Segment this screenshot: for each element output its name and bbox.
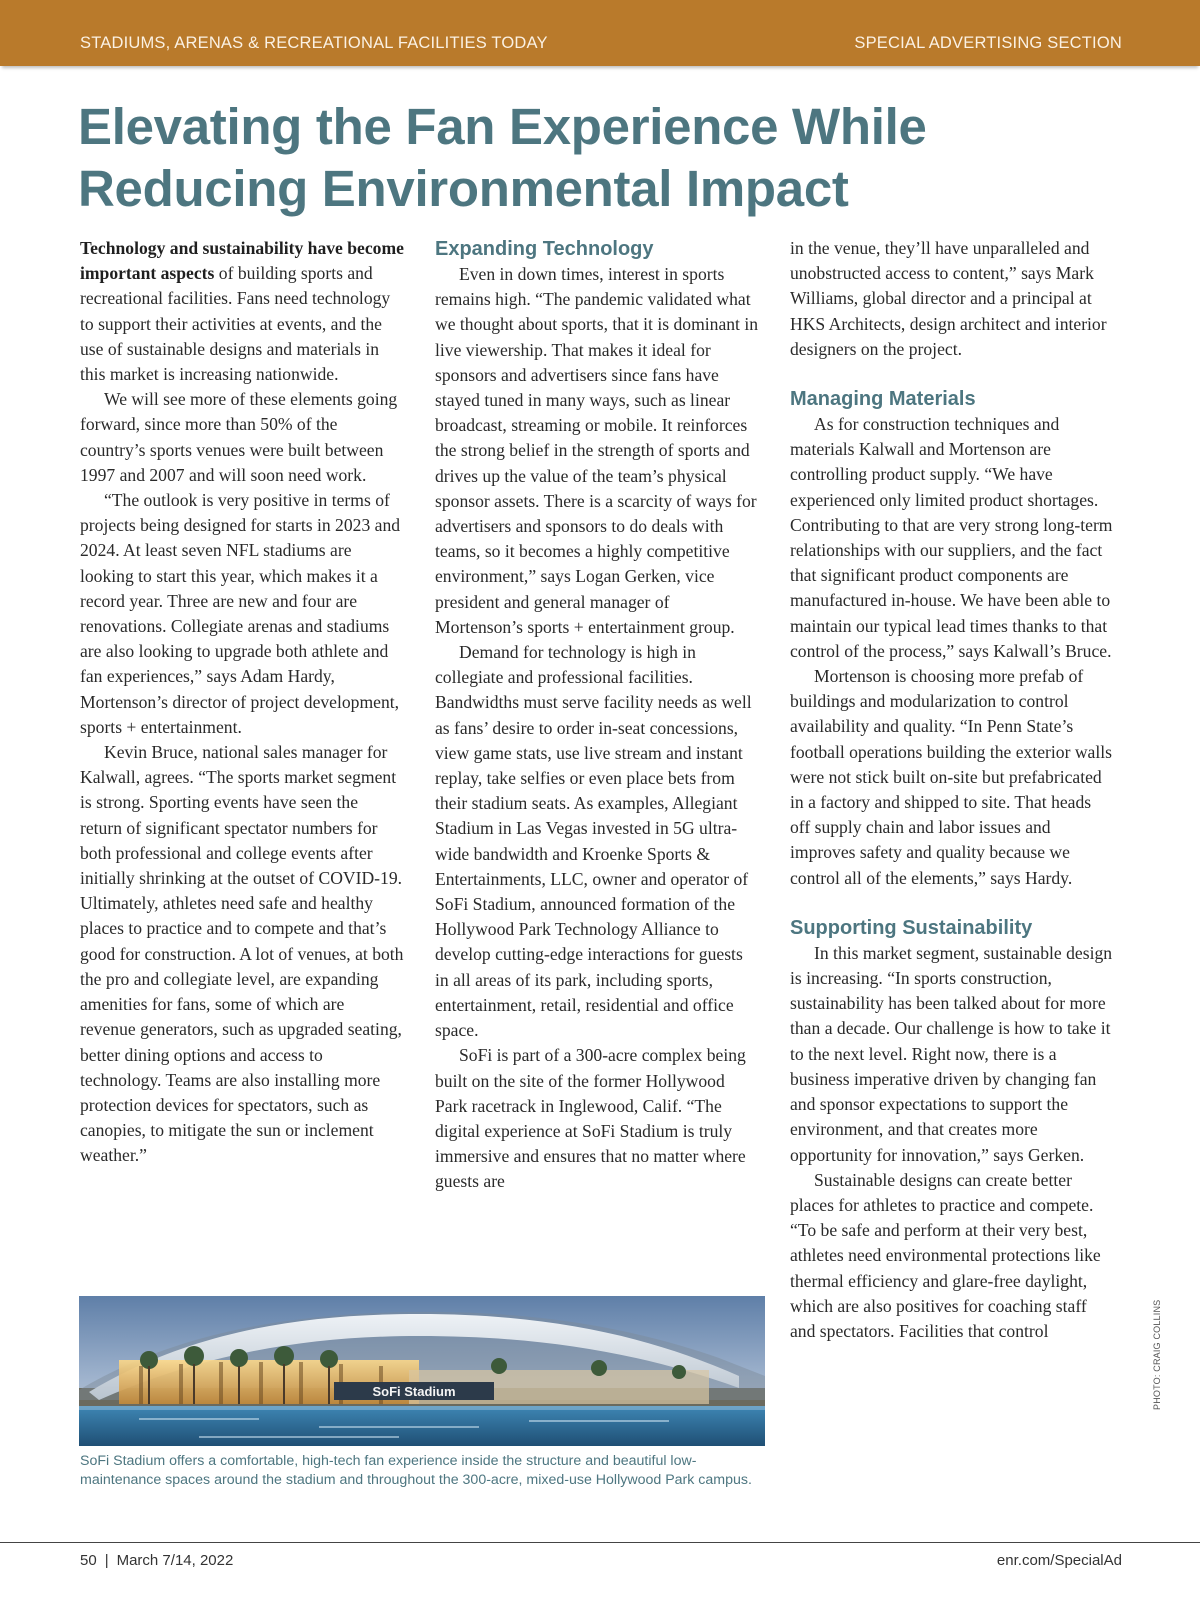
article-column-1 bbox=[80, 236, 404, 1169]
footer-url[interactable]: enr.com/SpecialAd bbox=[996, 1552, 1122, 1569]
paragraph: Even in down times, interest in sports remains high. “The pandemic validated what we thought about sports, that it is dominant in live viewership. That makes it ideal for sponsors and advertisers since fans have stayed tuned in many ways, such as linear broadcast, streaming or mobile. It reinforces the strong belief in the strength of sports and drives up the value of the team’s physical sponsor assets. There is a scarcity of ways for advertisers and sponsors to do deals with teams, so it becomes a highly competitive environment,” says Logan Gerken, vice president and general manager of Mortenson’s sports + entertainment group. bbox=[435, 264, 759, 637]
header-band bbox=[0, 0, 1200, 66]
paragraph: We will see more of these elements going forward, since more than 50% of the country’s sports venues were built between 1997 and 2007 and will soon need work. bbox=[80, 389, 398, 485]
photo-credit: PHOTO: CRAIG COLLINS bbox=[1152, 1299, 1162, 1410]
lead-rest: of building sports and recreational facilities. Fans need technology to support their activities at events, and the use of sustainable designs and materials in this market is increasing nationwide. bbox=[80, 263, 391, 385]
paragraph: in the venue, they’ll have unparalleled and unobstructed access to content,” says Mark Williams, global director and a principal at HKS Architects, design architect and interior designers on the project. bbox=[790, 238, 1107, 359]
paragraph: Demand for technology is high in collegiate and professional facilities. Bandwidths must serve facility needs as well as fans’ desire to order in-seat concessions, view game stats, use live stream and instant replay, take selfies or even place bets from their stadium seats. As examples, Allegiant Stadium in Las Vegas invested in 5G ultra-wide bandwidth and Kroenke Sports & Entertainments, LLC, owner and operator of SoFi Stadium, announced formation of the Hollywood Park Technology Alliance to develop cutting-edge interactions for guests in all areas of its park, including sports, entertainment, retail, residential and office space. bbox=[435, 642, 752, 1041]
paragraph: Mortenson is choosing more prefab of buildings and modularization to control availability and quality. “In Penn State’s football operations building the exterior walls were not stick built on-site but prefabricated in a factory and shipped to site. That heads off supply chain and labor issues and improves safety and quality because we control all of the elements,” says Hardy. bbox=[790, 666, 1112, 888]
section-heading-technology: Expanding Technology bbox=[435, 238, 654, 260]
section-title: STADIUMS, ARENAS & RECREATIONAL FACILITIES TODAY bbox=[80, 34, 548, 52]
paragraph: “The outlook is very positive in terms of projects being designed for starts in 2023 and 2024. At least seven NFL stadiums are looking to start this year, which makes it a record year. Three are new and four are renovations. Collegiate arenas and stadiums are also looking to upgrade both athlete and fan experiences,” says Adam Hardy, Mortenson’s director of project development, sports + entertainment. bbox=[80, 490, 401, 737]
lead-paragraph bbox=[80, 236, 404, 387]
advertising-label: SPECIAL ADVERTISING SECTION bbox=[854, 34, 1122, 52]
issue-date: March 7/14, 2022 bbox=[116, 1552, 234, 1569]
page-title: Elevating the Fan Experience While Reducing Environmental Impact bbox=[78, 98, 927, 217]
page-number: 50 bbox=[80, 1552, 97, 1569]
paragraph: As for construction techniques and materials Kalwall and Mortenson are controlling product supply. “We have experienced only limited product shortages. Contributing to that are very strong long-term relationships with our suppliers, and the fact that significant product components are manufactured in-house. We have been able to maintain our typical lead times thanks to that control of the process,” says Kalwall’s Bruce. bbox=[790, 414, 1113, 661]
article-column-2 bbox=[435, 236, 759, 1195]
footer-rule bbox=[0, 1542, 1200, 1543]
section-heading-sustainability: Supporting Sustainability bbox=[790, 916, 1033, 939]
article-column-3 bbox=[790, 236, 1114, 1344]
stadium-sign-text: SoFi Stadium bbox=[372, 1384, 456, 1399]
paragraph: SoFi is part of a 300-acre complex being built on the site of the former Hollywood Park racetrack in Inglewood, Calif. “The digital experience at SoFi Stadium is truly immersive and ensures that no matter where guests are bbox=[435, 1045, 746, 1192]
paragraph: Kevin Bruce, national sales manager for Kalwall, agrees. “The sports market segment is strong. Sporting events have seen the return of significant spectator numbers for both professional and college events after initially shrinking at the outset of COVID-19. Ultimately, athletes need safe and healthy places to practice and to compete and that’s good for construction. A lot of venues, at both the pro and collegiate level, are expanding amenities for fans, some of which are revenue generators, such as upgraded seating, better dining options and access to technology. Teams are also installing more protection devices for spectators, such as canopies, to mitigate the sun or inclement weather.” bbox=[80, 742, 404, 1166]
lead-bold: Technology and sustainability have become important aspects bbox=[80, 238, 404, 284]
stadium-photo bbox=[79, 1296, 765, 1446]
paragraph: Sustainable designs can create better places for athletes to practice and compete. “To be safe and perform at their very best, athletes need environmental protections like thermal efficiency and glare-free daylight, which are also positives for coaching staff and spectators. Facilities that control bbox=[790, 1169, 1101, 1341]
paragraph: In this market segment, sustainable design is increasing. “In sports construction, sustainability has been talked about for more than a decade. Our challenge is how to take it to the next level. Right now, there is a business imperative driven by changing fan and sponsor expectations to support the environment, and that creates more opportunity for innovation,” says Gerken. bbox=[790, 942, 1113, 1165]
photo-caption: SoFi Stadium offers a comfortable, high-tech fan experience inside the structure and beautiful low-maintenance spaces around the stadium and throughout the 300-acre, mixed-use Hollywood Park campus. bbox=[80, 1453, 752, 1488]
footer-left bbox=[80, 1552, 233, 1569]
footer-separator: | bbox=[104, 1552, 109, 1569]
section-heading-materials: Managing Materials bbox=[790, 388, 976, 411]
